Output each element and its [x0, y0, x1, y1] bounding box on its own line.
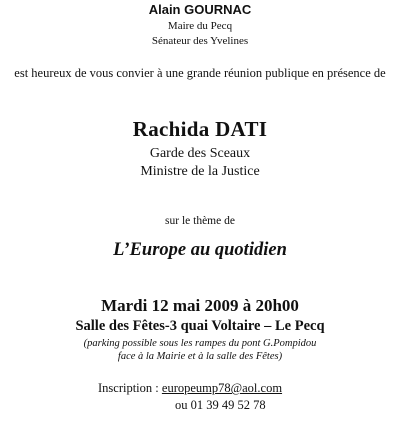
parking-note-line2: face à la Mairie et à la salle des Fêtes) — [117, 351, 283, 362]
inscription-phone: ou 01 39 49 52 78 — [175, 398, 266, 412]
invitation-intro: est heureux de vous convier à une grande réunion publique en présence de — [14, 66, 386, 80]
guest-name: Rachida DATI — [132, 117, 268, 141]
guest-title-minister: Ministre de la Justice — [140, 164, 260, 179]
inscription-label: Inscription : — [98, 381, 162, 395]
host-role-mayor: Maire du Pecq — [167, 20, 233, 32]
event-venue: Salle des Fêtes-3 quai Voltaire – Le Pecq — [75, 318, 325, 334]
host-name: Alain GOURNAC — [148, 2, 252, 17]
inscription-line — [98, 381, 282, 396]
parking-note-line1: (parking possible sous les rampes du pont G.Pompidou — [83, 338, 317, 349]
theme-title: L’Europe au quotidien — [113, 240, 287, 260]
inscription-email-link[interactable]: europeump78@aol.com — [161, 381, 283, 395]
theme-intro: sur le thème de — [165, 215, 235, 227]
guest-title-garde-des-sceaux: Garde des Sceaux — [149, 146, 251, 161]
event-date: Mardi 12 mai 2009 à 20h00 — [101, 296, 299, 315]
host-role-senator: Sénateur des Yvelines — [151, 35, 249, 47]
